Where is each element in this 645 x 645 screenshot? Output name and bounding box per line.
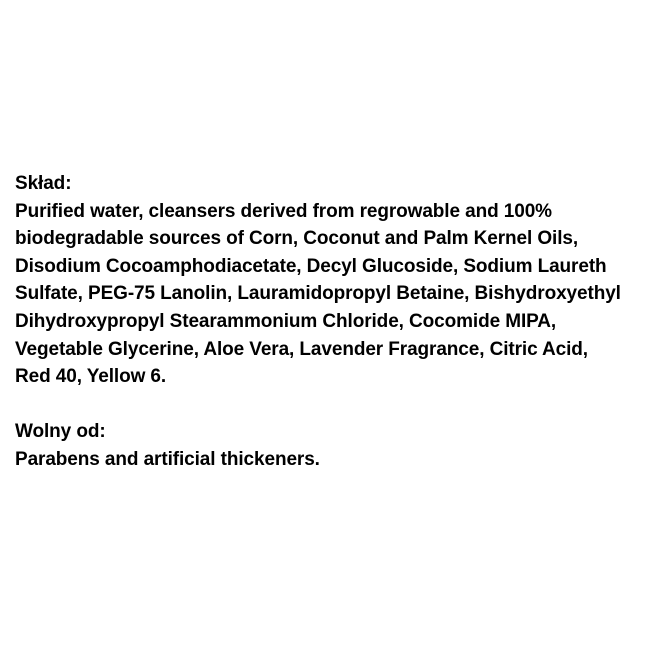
section-spacer [15,391,635,419]
composition-line: Disodium Cocoamphodiacetate, Decyl Glucoside, Sodium Laureth [15,255,607,277]
composition-section [15,170,635,391]
free-from-section [15,418,635,473]
free-from-text: Parabens and artificial thickeners. [15,448,320,470]
composition-heading: Skład: [15,173,72,194]
ingredients-document [15,170,635,474]
composition-line: Dihydroxypropyl Stearammonium Chloride, Cocomide MIPA, [15,310,557,332]
composition-line: biodegradable sources of Corn, Coconut and Palm Kernel Oils, [15,228,579,250]
composition-line: Red 40, Yellow 6. [15,366,167,388]
composition-line: Vegetable Glycerine, Aloe Vera, Lavender Fragrance, Citric Acid, [15,338,588,360]
composition-line: Purified water, cleansers derived from regrowable and 100% [15,200,552,222]
composition-line: Sulfate, PEG-75 Lanolin, Lauramidopropyl Betaine, Bishydroxyethyl [15,283,621,305]
free-from-heading: Wolny od: [15,421,106,443]
